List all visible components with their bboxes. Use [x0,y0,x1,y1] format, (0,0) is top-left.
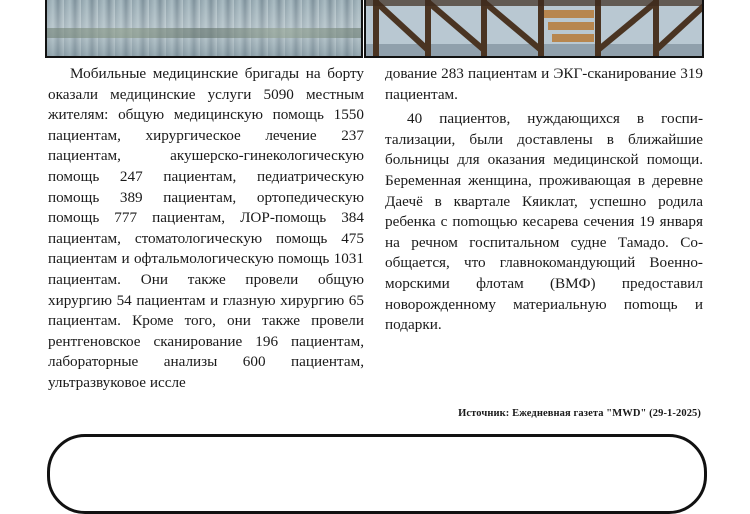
rounded-frame-box [47,434,707,514]
river-photo [45,0,363,58]
article-paragraph-continuation: дование 283 пациентам и ЭКГ-сканирование 319 пациентам. [385,65,703,103]
article-left-column [48,64,364,394]
article-right-column [385,64,703,336]
wooden-pier-photo [364,0,704,58]
source-credit: Источник: Ежедневная газета "MWD" (29-1-2025) [458,408,701,419]
article-paragraph: 40 пациентов, нуждающихся в госпитализации, были доставлены в ближайшие больницы для оказания медицинской помощи. Беременная женщина, проживающая в деревне Даечё в квартале Кяиклат, успешно родила ребенка с поmощью кесарева сечения 19 января на речном госпитальном судне Тамадо. Сообщается, что главнокомандующий Военно-морскими флотам (ВМФ) предоставил новорожденному материальную поmощь и подарки. [385,110,703,334]
article-paragraph: Мобильные медицинские бригады на борту оказали медицинские услуги 5090 местным жителям: общую медицинскую помощь 1550 пациентам, хирургическое лечение 237 пациентам, акушерско-гинекологическую помощь 247 пациентам, педиатрическую помощь 389 пациентам, ортопедическую помощь 777 пациентам, ЛОР-помощь 384 пациентам, стоматологическую помощь 475 пациентам и офтальмологическую помощь 1031 пациентам. Они также провели общую хирургию 54 пациентам и глазную хирургию 65 пациентам. Кроме того, они также провели рентгеновское сканирование 196 пациентам, лабораторные анализы 600 пациентам, ультразвуковое иссле [48,65,364,391]
pier-structure-icon [366,0,704,58]
